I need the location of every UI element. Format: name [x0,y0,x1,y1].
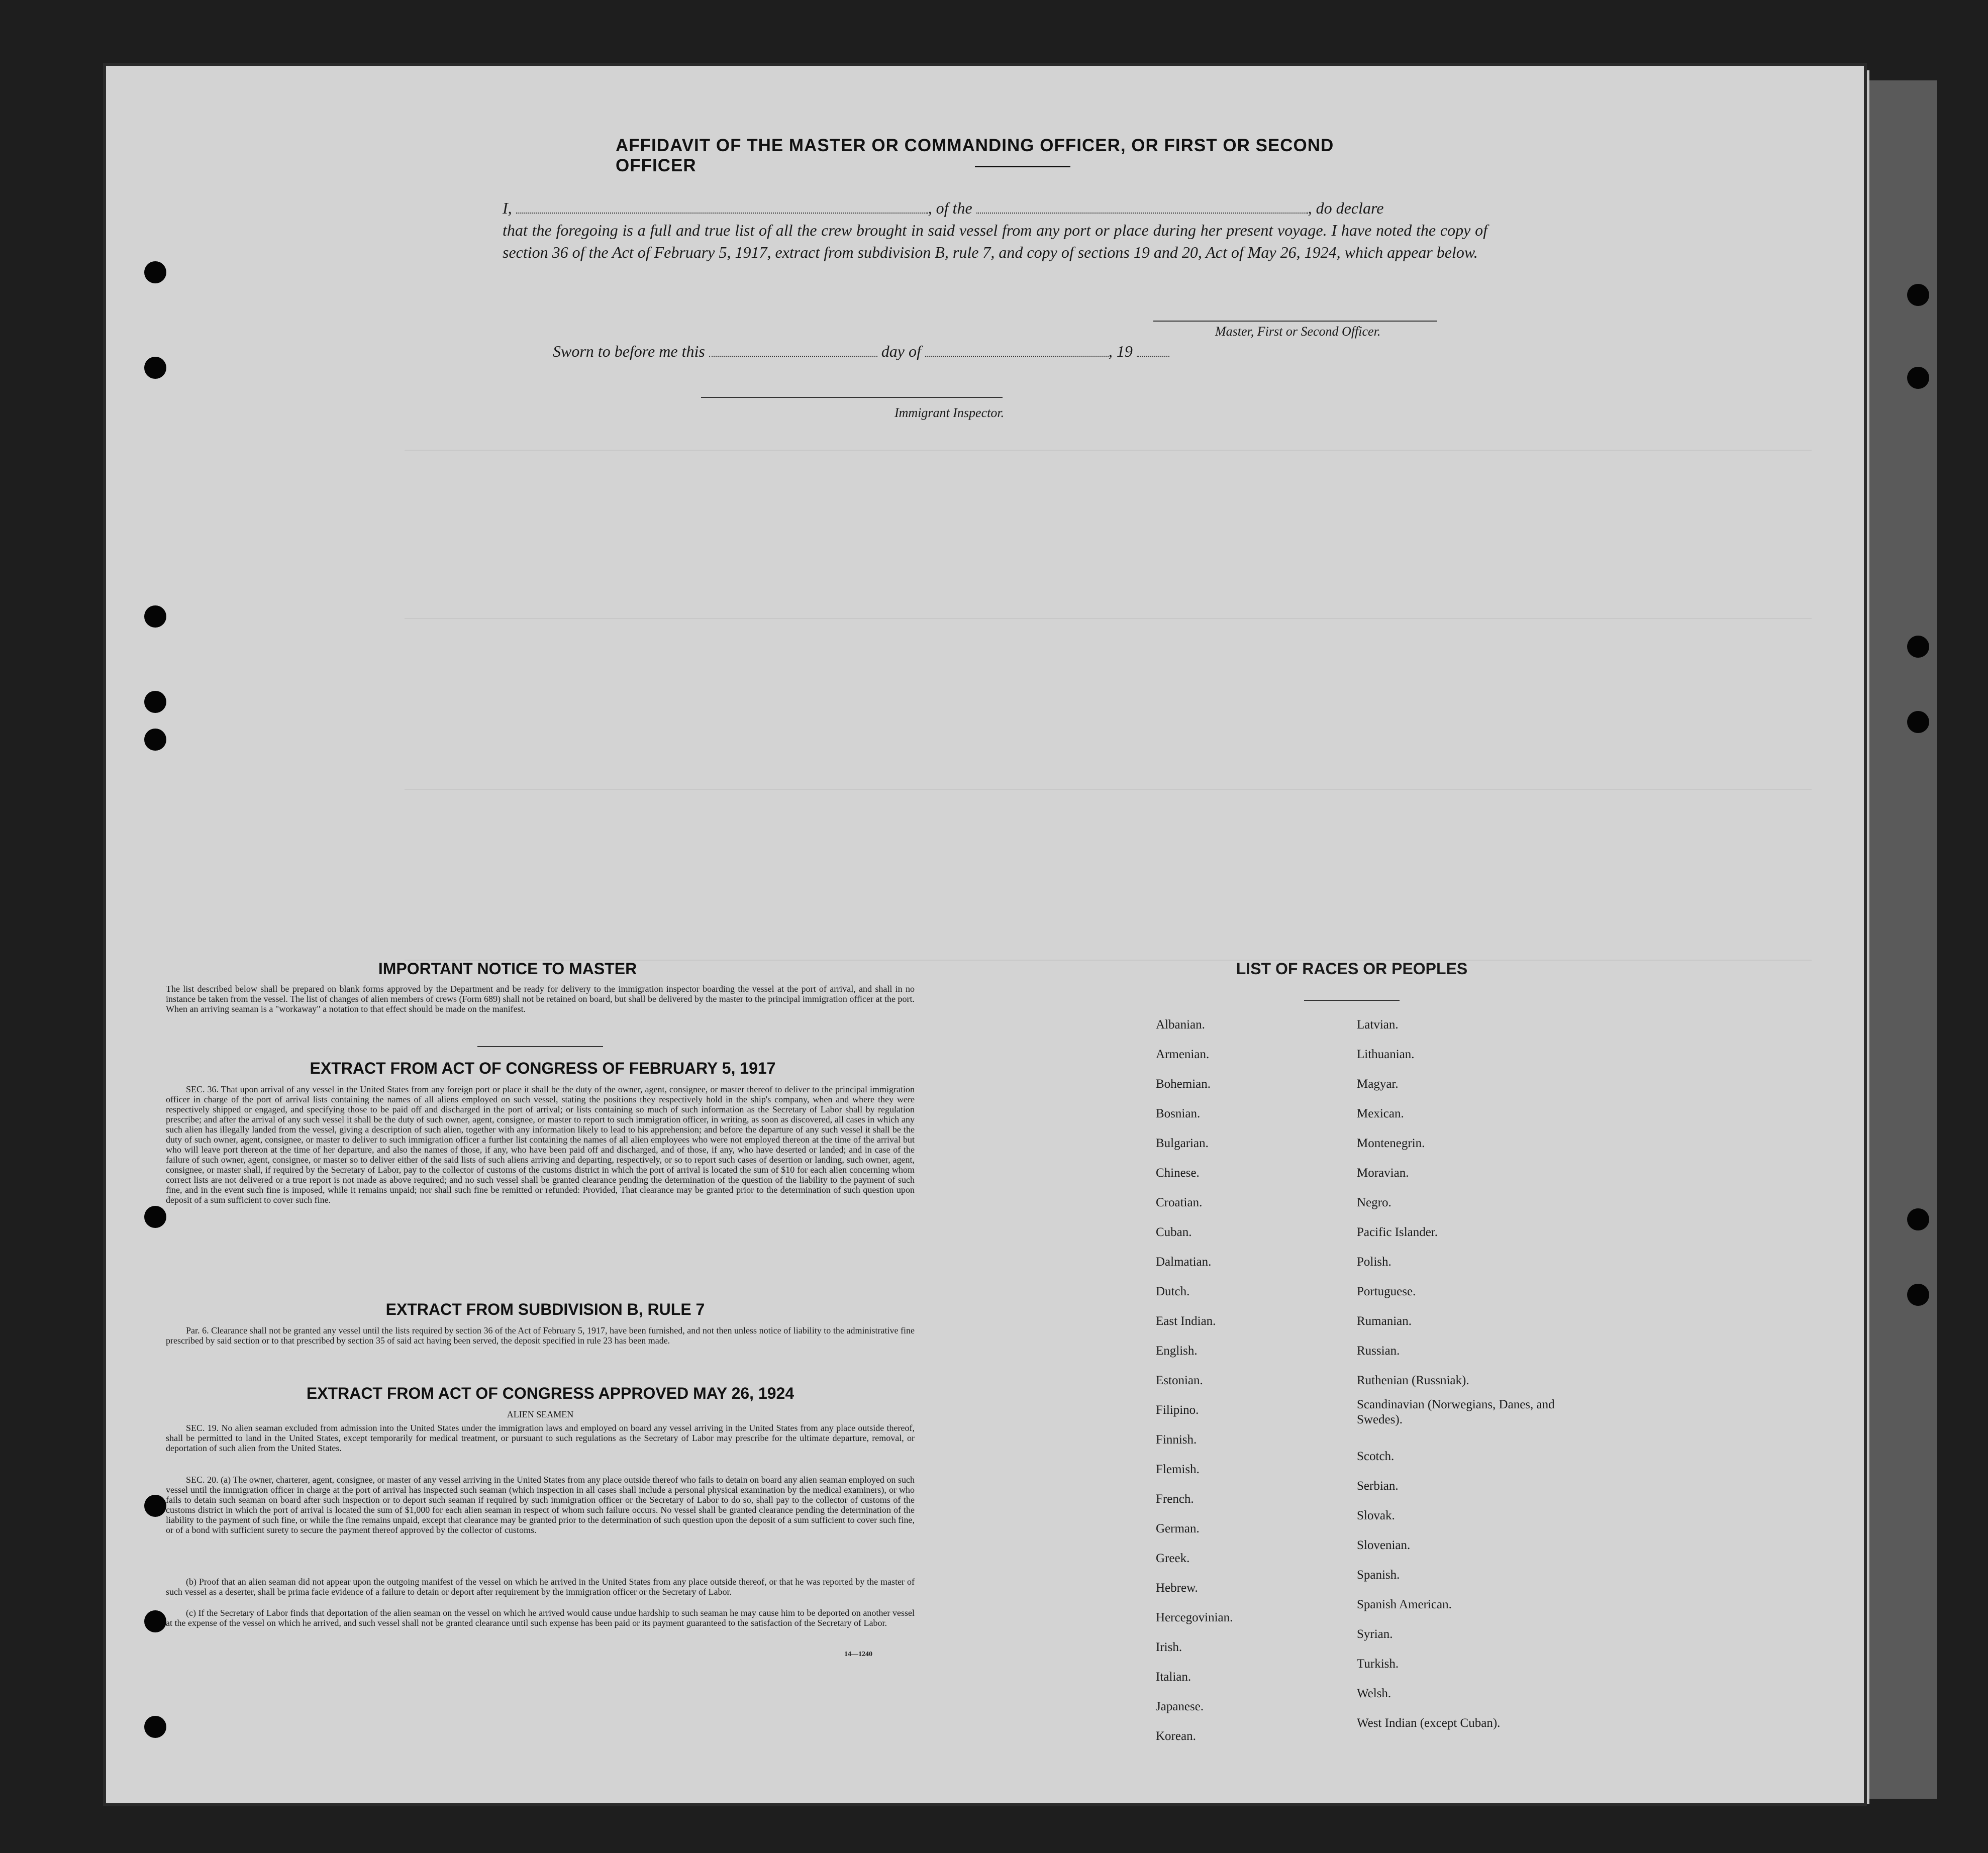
race-item: East Indian. [1156,1314,1216,1328]
section-rule [477,1046,603,1047]
race-item: Rumanian. [1357,1314,1412,1328]
race-item: Estonian. [1156,1374,1203,1387]
race-item: German. [1156,1522,1200,1535]
inspector-label: Immigrant Inspector. [894,405,1005,420]
race-item: Bosnian. [1156,1107,1201,1120]
binder-hole [144,605,166,628]
race-item: Negro. [1357,1196,1391,1209]
race-item: Hercegovinian. [1156,1611,1233,1624]
race-item: Slovak. [1357,1509,1395,1522]
affidavit-of-the: , of the [928,199,972,217]
binder-hole [144,1495,166,1517]
master-signature-label: Master, First or Second Officer. [1215,324,1381,339]
extract-1917-title: EXTRACT FROM ACT OF CONGRESS OF FEBRUARY 5, 1917 [310,1059,776,1077]
race-item: Polish. [1357,1255,1391,1269]
race-item: Magyar. [1357,1077,1399,1091]
sworn-label: Sworn to before me this [553,342,705,360]
race-item: French. [1156,1492,1194,1506]
sworn-line [553,342,1169,361]
title-rule [975,166,1070,167]
sworn-month-field[interactable] [925,342,1109,357]
binder-hole [144,691,166,713]
binder-hole [1907,284,1929,306]
year-label: , 19 [1108,342,1133,360]
race-item: Welsh. [1357,1687,1391,1700]
race-item: Scotch. [1357,1450,1395,1463]
extract-1917-text: SEC. 36. That upon arrival of any vessel in the United States from any foreign port or place it shall be the duty of the owner, agent, consignee, or master thereof to deliver to the principal immigration officer in charge of the port of arrival lists containing the names of all aliens employed on such vessel, stating the positions they respectively hold in the ship's company, when and where they were respectively shipped or engaged, and specifying those to be paid off and discharged in the port of arrival; or lists containing so much of such information as the Secretary of Labor shall by regulation prescribe; and after the arrival of any such vessel it shall be the duty of such owner, agent, consignee, or master to report to such immigration officer, in writing, as soon as discovered, all cases in which any such alien has illegally landed from the vessel, giving a description of such alien, together with any information likely to lead to his apprehension; and before the departure of any such vessel it shall be the duty of such owner, agent, consignee, or master to deliver to such immigration officer a further list containing the names of all alien employees who were not employed thereon at the time of the arrival but who will leave port thereon at the time of her departure, and also the names of those, if any, who have been paid off and discharged, and of those, if any, who have deserted or landed; and in case of the failure of such owner, agent, consignee, or master so to deliver either of the said lists of such aliens arriving and departing, respectively, or so to report such cases of desertion or landing, such owner, agent, consignee, or master shall, if required by the Secretary of Labor, pay to the collector of customs of the customs district in which the port of arrival is located the sum of $10 for each alien concerning whom correct lists are not delivered or a true report is not made as above required; and no such vessel shall be granted clearance pending the determination of the question of the liability to the payment of such fine, and in the event such fine is imposed, while it remains unpaid; nor shall such fine be remitted or refunded: Provided, That clearance may be granted prior to the determination of such question upon deposit of a sum sufficient to cover such fine. [166,1084,915,1205]
races-rule [1304,1000,1400,1001]
race-item: Japanese. [1156,1700,1204,1713]
race-item: Dalmatian. [1156,1255,1212,1269]
master-signature-line[interactable] [1153,321,1437,322]
vessel-field[interactable] [976,213,1308,214]
binder-hole [1907,711,1929,733]
race-item: Moravian. [1357,1166,1409,1180]
bleed-through-line [405,450,1812,451]
affidavit-i: I, [503,199,512,217]
alien-seamen-subtitle: ALIEN SEAMEN [507,1409,574,1419]
affidavit-statement: that the foregoing is a full and true list of all the crew brought in said vessel from any port or place during her present voyage. I have noted the copy of section 36 of the Act of February 5, 1917, extract from subdivision B, rule 7, and copy of sections 19 and 20, Act of May 26, 1924, which appear below. [503,221,1487,261]
races-column-2 [1357,1010,1578,1738]
race-item: Flemish. [1156,1463,1200,1476]
binder-hole [144,261,166,283]
binder-hole [144,1610,166,1632]
race-item: Armenian. [1156,1048,1210,1061]
sworn-year-field[interactable] [1137,342,1169,357]
stacked-pages-edge [1867,80,1937,1799]
race-item: Finnish. [1156,1433,1197,1447]
binder-hole [144,357,166,379]
binder-hole [1907,367,1929,389]
notice-text: The list described below shall be prepared on blank forms approved by the Department and be ready for delivery to the immigration inspector boarding the vessel at the port of arrival, and shall in no instance be taken from the vessel. The list of changes of alien members of crews (Form 689) shall not be retained on board, but shall be delivered by the master to the principal immigration officer at the port. When an arriving seaman is a "workaway" a notation to that effect should be made on the manifest. [166,984,915,1014]
race-item: English. [1156,1344,1198,1358]
race-item: Bohemian. [1156,1077,1211,1091]
extract-1924-title: EXTRACT FROM ACT OF CONGRESS APPROVED MAY 26, 1924 [306,1384,794,1402]
race-item: Portuguese. [1357,1285,1416,1298]
race-item: Montenegrin. [1357,1137,1425,1150]
race-item: Syrian. [1357,1627,1393,1641]
race-item: Spanish American. [1357,1598,1452,1611]
notice-title: IMPORTANT NOTICE TO MASTER [378,960,637,978]
race-item: Croatian. [1156,1196,1203,1209]
race-item: Bulgarian. [1156,1137,1209,1150]
affidavit-first-line [503,197,1487,219]
document-page [103,63,1867,1806]
race-item: Dutch. [1156,1285,1190,1298]
race-item: Pacific Islander. [1357,1225,1438,1239]
races-title: LIST OF RACES OR PEOPLES [1236,960,1468,978]
race-item: Russian. [1357,1344,1400,1358]
affidavit-title: AFFIDAVIT OF THE MASTER OR COMMANDING OFFICER, OR FIRST OR SECOND OFFICER [616,136,1334,175]
affidavit-body [503,197,1487,263]
race-item: Mexican. [1357,1107,1404,1120]
rule7-title: EXTRACT FROM SUBDIVISION B, RULE 7 [385,1300,705,1318]
bleed-through-line [405,618,1812,619]
binder-hole [1907,1208,1929,1230]
race-item: Scandinavian (Norwegians, Danes, and Swedes). [1357,1398,1555,1426]
sec20b-text: (b) Proof that an alien seaman did not appear upon the outgoing manifest of the vessel on which he arrived in the United States from any place outside thereof, or that he was reported by the master of such vessel as a deserter, shall be prima facie evidence of a failure to detain or deport after requirement by the immigration officer or the Secretary of Labor. [166,1577,915,1597]
race-item: Korean. [1156,1729,1196,1743]
race-item: Chinese. [1156,1166,1200,1180]
sec20c-text: (c) If the Secretary of Labor finds that deportation of the alien seaman on the vessel on which he arrived would cause undue hardship to such seaman he may cause him to be deported on another vessel at the expense of the vessel on which he arrived, and such vessel shall not be granted clearance until such expense has been paid or its payment guaranteed to the satisfaction of the Secretary of Labor. [166,1608,915,1628]
race-item: Lithuanian. [1357,1048,1415,1061]
affidavit-declare: , do declare [1308,199,1384,217]
race-item: Slovenian. [1357,1538,1411,1552]
race-item: Italian. [1156,1670,1191,1684]
race-item: Cuban. [1156,1225,1192,1239]
race-item: Albanian. [1156,1018,1205,1032]
rule7-text: Par. 6. Clearance shall not be granted any vessel until the lists required by section 36 of the Act of February 5, 1917, have been furnished, and not then unless notice of liability to the administrative fine prescribed by said section or to that prescribed by section 35 of said act having been served, the deposit specified in rule 23 has been made. [166,1325,915,1346]
race-item: Hebrew. [1156,1581,1198,1595]
binder-hole [1907,636,1929,658]
form-number: 14—1240 [844,1651,872,1658]
races-column-1 [1156,1010,1233,1751]
race-item: Turkish. [1357,1657,1399,1671]
binder-hole [144,1206,166,1228]
binder-hole [144,1716,166,1738]
inspector-signature-line[interactable] [701,397,1003,398]
race-item: Ruthenian (Russniak). [1357,1374,1469,1387]
sec19-text: SEC. 19. No alien seaman excluded from admission into the United States under the immigration laws and employed on board any vessel arriving in the United States from any place outside thereof, shall be permitted to land in the United States, except temporarily for medical treatment, or pursuant to such regulations as the Secretary of Labor may prescribe for the ultimate departure, removal, or deportation of such alien from the United States. [166,1423,915,1453]
race-item: Spanish. [1357,1568,1400,1582]
race-item: Filipino. [1156,1403,1199,1417]
bleed-through-line [405,789,1812,790]
sec20a-text: SEC. 20. (a) The owner, charterer, agent, consignee, or master of any vessel arriving in the United States from any place outside thereof who fails to detain on board any alien seaman employed on such vessel until the immigration officer in charge at the port of arrival has inspected such seaman (which inspection in all cases shall include a personal physical examination by the medical examiners), or who fails to detain such seaman on board after such inspection or to deport such seaman if required by such immigration officer or the Secretary of Labor to do so, shall pay to the collector of customs of the customs district in which the port of arrival is located the sum of $1,000 for each alien seaman in respect of whom such failure occurs. No vessel shall be granted clearance pending the determination of the liability to the payment of such fine, or while the fine remains unpaid, except that clearance may be granted prior to the determination of such question upon the deposit of a sum sufficient to cover such fine, or of a bond with sufficient surety to secure the payment thereof approved by the collector of customs. [166,1475,915,1535]
sworn-day-field[interactable] [709,342,877,357]
race-item: West Indian (except Cuban). [1357,1716,1501,1730]
name-field[interactable] [516,213,928,214]
race-item: Serbian. [1357,1479,1399,1493]
race-item: Greek. [1156,1552,1190,1565]
binder-hole [1907,1284,1929,1306]
race-item: Irish. [1156,1640,1182,1654]
binder-hole [144,729,166,751]
day-of-label: day of [881,342,921,360]
race-item: Latvian. [1357,1018,1399,1032]
